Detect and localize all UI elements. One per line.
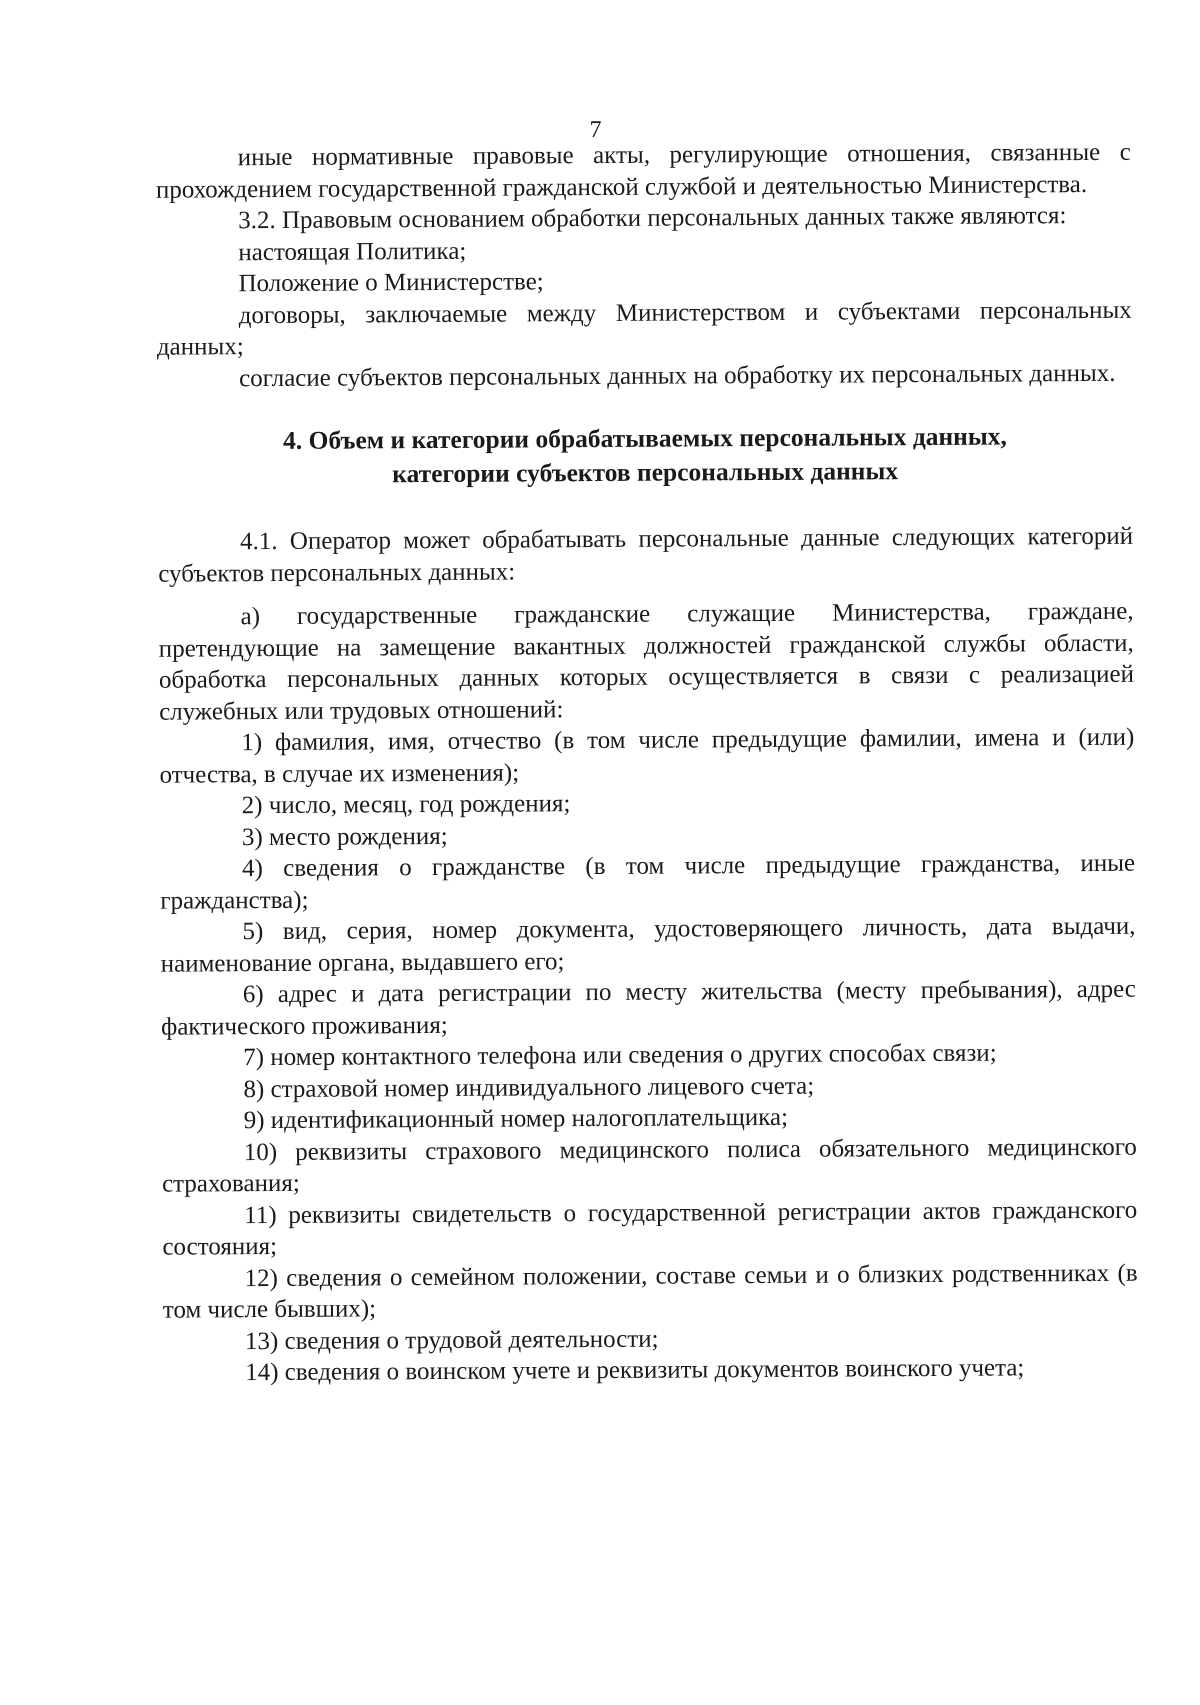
list-item: 5) вид, серия, номер документа, удостоверяющего личность, дата выдачи, наименование органа, выдавшего его;: [160, 912, 1136, 978]
list-item: 2) число, месяц, год рождения;: [241, 790, 571, 820]
list-item: 7) номер контактного телефона или сведения о других способах связи;: [243, 1039, 997, 1072]
list-item: 11) реквизиты свидетельств о государственной регистрации актов гражданского состояния;: [162, 1196, 1138, 1261]
list-item: 8) страховой номер индивидуального лицевого счета;: [243, 1072, 815, 1103]
list-item: 3) место рождения;: [241, 822, 448, 851]
list-item: 10) реквизиты страхового медицинского полиса обязательного медицинского страхования;: [161, 1133, 1137, 1198]
paragraph-3-2: 3.2. Правовым основанием обработки персональных данных также являются:: [238, 202, 1067, 235]
paragraph-item-a: а) государственные гражданские служащие Министерства, граждане, претендующие на замещение вакантных должностей гражданской службы области, обработка персональных данных которых осуществляется в связи с реализацией служебных или трудовых отношений:: [158, 597, 1135, 726]
page-number: 7: [589, 116, 602, 144]
document-body: [156, 137, 1139, 1389]
paragraph-other-acts: иные нормативные правовые акты, регулирующие отношения, связанные с прохождением государственной гражданской службой и деятельностью Министерства.: [155, 138, 1131, 204]
list-item: 1) фамилия, имя, отчество (в том числе предыдущие фамилии, имена и (или) отчества, в случае их изменения);: [159, 723, 1135, 789]
paragraph-contracts: договоры, заключаемые между Министерством и субъектами персональных данных;: [156, 296, 1132, 361]
list-item: 4) сведения о гражданстве (в том числе предыдущие гражданства, иные гражданства);: [160, 849, 1136, 915]
list-item: 6) адрес и дата регистрации по месту жительства (месту пребывания), адрес фактического проживания;: [160, 975, 1136, 1041]
paragraph-regulation: Положение о Министерстве;: [238, 268, 544, 298]
list-item: 14) сведения о воинском учете и реквизиты документов воинского учета;: [245, 1354, 1025, 1387]
section-heading-line-1: 4. Объем и категории обрабатываемых персональных данных,: [282, 421, 1007, 455]
section-heading: [157, 419, 1132, 493]
data-category-list: [159, 722, 1138, 1389]
list-item: 13) сведения о трудовой деятельности;: [244, 1325, 659, 1355]
list-item: 9) идентификационный номер налогоплательщика;: [243, 1103, 789, 1135]
paragraph-policy: настоящая Политика;: [238, 237, 467, 266]
paragraph-consent: согласие субъектов персональных данных на обработку их персональных данных.: [239, 359, 1116, 392]
list-item: 12) сведения о семейном положении, составе семьи и о близких родственниках (в том числе бывших);: [162, 1259, 1138, 1324]
paragraph-4-1: 4.1. Оператор может обрабатывать персональные данные следующих категорий субъектов персональных данных:: [158, 522, 1134, 588]
section-heading-line-2: категории субъектов персональных данных: [392, 456, 899, 489]
